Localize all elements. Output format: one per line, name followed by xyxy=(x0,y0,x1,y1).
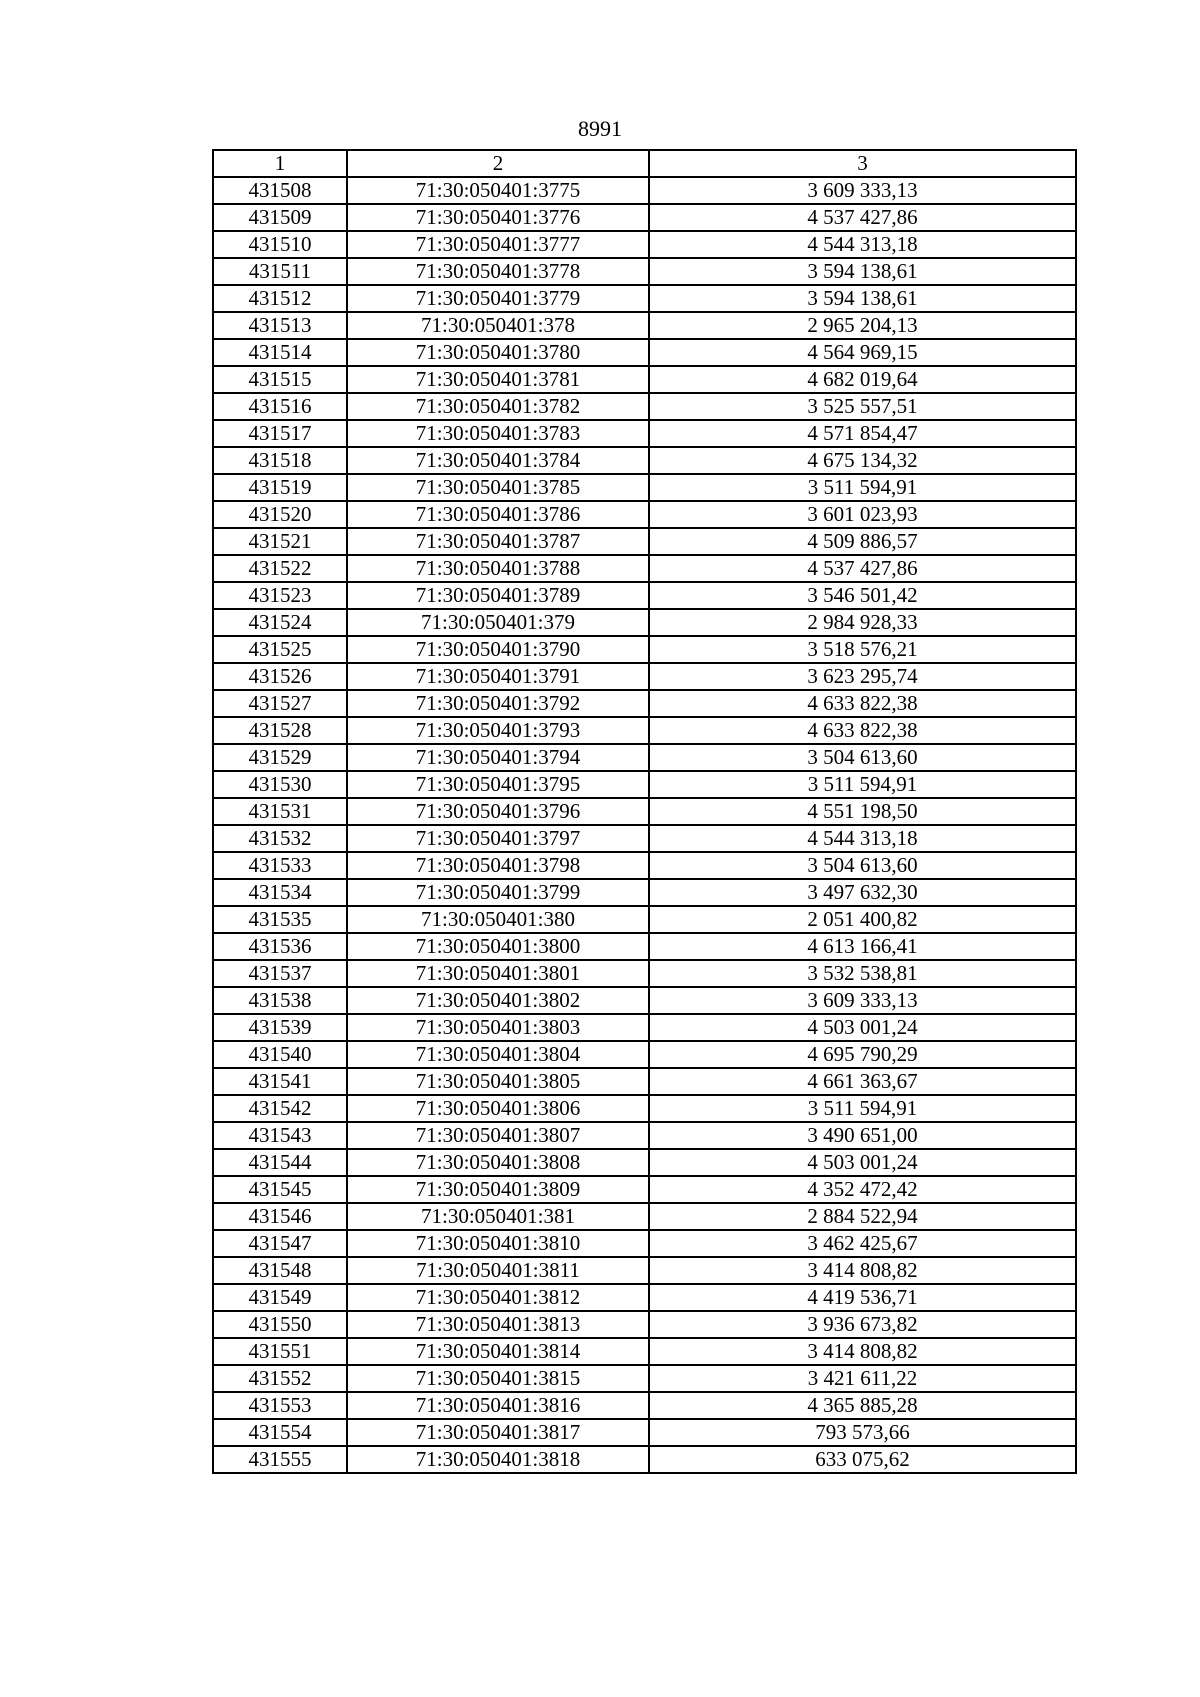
row-number-cell: 431519 xyxy=(213,474,347,501)
cadastral-number-cell: 71:30:050401:3790 xyxy=(347,636,649,663)
cadastral-value-cell: 4 537 427,86 xyxy=(649,204,1076,231)
table-row xyxy=(213,258,1076,285)
cadastral-number-cell: 71:30:050401:3792 xyxy=(347,690,649,717)
row-number-cell: 431508 xyxy=(213,177,347,204)
table-row xyxy=(213,825,1076,852)
header-cell-3: 3 xyxy=(649,150,1076,177)
cadastral-number-cell: 71:30:050401:3798 xyxy=(347,852,649,879)
row-number-cell: 431553 xyxy=(213,1392,347,1419)
cadastral-value-cell: 4 675 134,32 xyxy=(649,447,1076,474)
cadastral-value-cell: 3 504 613,60 xyxy=(649,744,1076,771)
table-row xyxy=(213,366,1076,393)
cadastral-number-cell: 71:30:050401:3783 xyxy=(347,420,649,447)
row-number-cell: 431537 xyxy=(213,960,347,987)
table-header xyxy=(213,150,1076,177)
row-number-cell: 431513 xyxy=(213,312,347,339)
cadastral-value-cell: 2 965 204,13 xyxy=(649,312,1076,339)
cadastral-number-cell: 71:30:050401:3810 xyxy=(347,1230,649,1257)
cadastral-number-cell: 71:30:050401:3805 xyxy=(347,1068,649,1095)
cadastral-number-cell: 71:30:050401:3802 xyxy=(347,987,649,1014)
header-cell-2: 2 xyxy=(347,150,649,177)
table-row xyxy=(213,177,1076,204)
cadastral-number-cell: 71:30:050401:3811 xyxy=(347,1257,649,1284)
table-row xyxy=(213,231,1076,258)
row-number-cell: 431518 xyxy=(213,447,347,474)
row-number-cell: 431532 xyxy=(213,825,347,852)
row-number-cell: 431555 xyxy=(213,1446,347,1473)
cadastral-number-cell: 71:30:050401:3788 xyxy=(347,555,649,582)
cadastral-number-cell: 71:30:050401:3777 xyxy=(347,231,649,258)
table-row xyxy=(213,393,1076,420)
table-row xyxy=(213,1122,1076,1149)
cadastral-number-cell: 71:30:050401:3784 xyxy=(347,447,649,474)
cadastral-value-cell: 3 421 611,22 xyxy=(649,1365,1076,1392)
row-number-cell: 431524 xyxy=(213,609,347,636)
cadastral-value-cell: 4 551 198,50 xyxy=(649,798,1076,825)
header-cell-1: 1 xyxy=(213,150,347,177)
row-number-cell: 431533 xyxy=(213,852,347,879)
cadastral-value-cell: 4 544 313,18 xyxy=(649,825,1076,852)
cadastral-number-cell: 71:30:050401:379 xyxy=(347,609,649,636)
row-number-cell: 431529 xyxy=(213,744,347,771)
table-row xyxy=(213,744,1076,771)
cadastral-number-cell: 71:30:050401:3818 xyxy=(347,1446,649,1473)
cadastral-number-cell: 71:30:050401:3800 xyxy=(347,933,649,960)
row-number-cell: 431522 xyxy=(213,555,347,582)
table-row xyxy=(213,690,1076,717)
cadastral-number-cell: 71:30:050401:378 xyxy=(347,312,649,339)
cadastral-value-cell: 4 564 969,15 xyxy=(649,339,1076,366)
row-number-cell: 431538 xyxy=(213,987,347,1014)
table-row xyxy=(213,1311,1076,1338)
cadastral-value-cell: 3 497 632,30 xyxy=(649,879,1076,906)
cadastral-number-cell: 71:30:050401:3803 xyxy=(347,1014,649,1041)
row-number-cell: 431543 xyxy=(213,1122,347,1149)
cadastral-number-cell: 71:30:050401:3815 xyxy=(347,1365,649,1392)
cadastral-number-cell: 71:30:050401:3814 xyxy=(347,1338,649,1365)
row-number-cell: 431540 xyxy=(213,1041,347,1068)
cadastral-number-cell: 71:30:050401:3795 xyxy=(347,771,649,798)
cadastral-number-cell: 71:30:050401:3796 xyxy=(347,798,649,825)
cadastral-value-cell: 793 573,66 xyxy=(649,1419,1076,1446)
cadastral-value-cell: 3 414 808,82 xyxy=(649,1257,1076,1284)
cadastral-number-cell: 71:30:050401:3794 xyxy=(347,744,649,771)
table-row xyxy=(213,663,1076,690)
row-number-cell: 431552 xyxy=(213,1365,347,1392)
cadastral-value-cell: 3 594 138,61 xyxy=(649,258,1076,285)
cadastral-value-cell: 3 462 425,67 xyxy=(649,1230,1076,1257)
cadastral-number-cell: 71:30:050401:3786 xyxy=(347,501,649,528)
cadastral-value-cell: 3 594 138,61 xyxy=(649,285,1076,312)
cadastral-value-cell: 4 571 854,47 xyxy=(649,420,1076,447)
cadastral-number-cell: 71:30:050401:3781 xyxy=(347,366,649,393)
cadastral-number-cell: 71:30:050401:380 xyxy=(347,906,649,933)
cadastral-value-cell: 3 609 333,13 xyxy=(649,987,1076,1014)
table-row xyxy=(213,609,1076,636)
table-row xyxy=(213,555,1076,582)
row-number-cell: 431541 xyxy=(213,1068,347,1095)
cadastral-number-cell: 71:30:050401:3793 xyxy=(347,717,649,744)
row-number-cell: 431550 xyxy=(213,1311,347,1338)
cadastral-value-cell: 4 503 001,24 xyxy=(649,1014,1076,1041)
cadastral-value-cell: 4 633 822,38 xyxy=(649,690,1076,717)
cadastral-number-cell: 71:30:050401:381 xyxy=(347,1203,649,1230)
page-number: 8991 xyxy=(578,116,622,141)
row-number-cell: 431539 xyxy=(213,1014,347,1041)
row-number-cell: 431526 xyxy=(213,663,347,690)
cadastral-value-cell: 2 051 400,82 xyxy=(649,906,1076,933)
cadastral-value-cell: 3 546 501,42 xyxy=(649,582,1076,609)
row-number-cell: 431530 xyxy=(213,771,347,798)
row-number-cell: 431528 xyxy=(213,717,347,744)
table-row xyxy=(213,501,1076,528)
row-number-cell: 431551 xyxy=(213,1338,347,1365)
cadastral-value-cell: 3 511 594,91 xyxy=(649,474,1076,501)
cadastral-value-cell: 4 633 822,38 xyxy=(649,717,1076,744)
table-row xyxy=(213,1149,1076,1176)
row-number-cell: 431546 xyxy=(213,1203,347,1230)
row-number-cell: 431534 xyxy=(213,879,347,906)
cadastral-number-cell: 71:30:050401:3816 xyxy=(347,1392,649,1419)
cadastral-value-cell: 4 544 313,18 xyxy=(649,231,1076,258)
table-row xyxy=(213,528,1076,555)
table-row xyxy=(213,1095,1076,1122)
cadastral-value-cell: 633 075,62 xyxy=(649,1446,1076,1473)
table-row xyxy=(213,474,1076,501)
cadastral-value-cell: 3 532 538,81 xyxy=(649,960,1076,987)
table-row xyxy=(213,420,1076,447)
table-row xyxy=(213,852,1076,879)
cadastral-value-cell: 3 623 295,74 xyxy=(649,663,1076,690)
row-number-cell: 431548 xyxy=(213,1257,347,1284)
cadastral-value-cell: 4 365 885,28 xyxy=(649,1392,1076,1419)
row-number-cell: 431549 xyxy=(213,1284,347,1311)
row-number-cell: 431521 xyxy=(213,528,347,555)
cadastral-number-cell: 71:30:050401:3801 xyxy=(347,960,649,987)
cadastral-number-cell: 71:30:050401:3807 xyxy=(347,1122,649,1149)
cadastral-number-cell: 71:30:050401:3789 xyxy=(347,582,649,609)
row-number-cell: 431517 xyxy=(213,420,347,447)
row-number-cell: 431511 xyxy=(213,258,347,285)
cadastral-value-cell: 3 414 808,82 xyxy=(649,1338,1076,1365)
table-row xyxy=(213,906,1076,933)
table-row xyxy=(213,1014,1076,1041)
cadastral-number-cell: 71:30:050401:3779 xyxy=(347,285,649,312)
cadastral-number-cell: 71:30:050401:3775 xyxy=(347,177,649,204)
row-number-cell: 431542 xyxy=(213,1095,347,1122)
table-row xyxy=(213,879,1076,906)
table-row xyxy=(213,798,1076,825)
cadastral-value-cell: 4 613 166,41 xyxy=(649,933,1076,960)
cadastral-value-cell: 3 511 594,91 xyxy=(649,771,1076,798)
table-row xyxy=(213,339,1076,366)
cadastral-value-cell: 4 503 001,24 xyxy=(649,1149,1076,1176)
row-number-cell: 431536 xyxy=(213,933,347,960)
row-number-cell: 431515 xyxy=(213,366,347,393)
table-row xyxy=(213,1068,1076,1095)
table-row xyxy=(213,1419,1076,1446)
cadastral-value-cell: 3 511 594,91 xyxy=(649,1095,1076,1122)
row-number-cell: 431545 xyxy=(213,1176,347,1203)
row-number-cell: 431535 xyxy=(213,906,347,933)
cadastral-number-cell: 71:30:050401:3787 xyxy=(347,528,649,555)
cadastral-number-cell: 71:30:050401:3809 xyxy=(347,1176,649,1203)
cadastral-value-cell: 4 509 886,57 xyxy=(649,528,1076,555)
row-number-cell: 431520 xyxy=(213,501,347,528)
table-row xyxy=(213,1230,1076,1257)
cadastral-value-cell: 4 695 790,29 xyxy=(649,1041,1076,1068)
cadastral-value-cell: 3 490 651,00 xyxy=(649,1122,1076,1149)
row-number-cell: 431525 xyxy=(213,636,347,663)
cadastral-number-cell: 71:30:050401:3808 xyxy=(347,1149,649,1176)
cadastral-value-cell: 3 936 673,82 xyxy=(649,1311,1076,1338)
table-row xyxy=(213,285,1076,312)
cadastral-number-cell: 71:30:050401:3776 xyxy=(347,204,649,231)
cadastral-value-cell: 4 537 427,86 xyxy=(649,555,1076,582)
cadastral-value-cell: 4 682 019,64 xyxy=(649,366,1076,393)
table-row xyxy=(213,1041,1076,1068)
cadastral-value-cell: 3 518 576,21 xyxy=(649,636,1076,663)
row-number-cell: 431531 xyxy=(213,798,347,825)
cadastral-value-cell: 2 984 928,33 xyxy=(649,609,1076,636)
cadastral-number-cell: 71:30:050401:3813 xyxy=(347,1311,649,1338)
row-number-cell: 431527 xyxy=(213,690,347,717)
cadastral-value-cell: 4 661 363,67 xyxy=(649,1068,1076,1095)
table-row xyxy=(213,1176,1076,1203)
table-row xyxy=(213,636,1076,663)
cadastral-number-cell: 71:30:050401:3804 xyxy=(347,1041,649,1068)
table-row xyxy=(213,771,1076,798)
cadastral-value-cell: 3 525 557,51 xyxy=(649,393,1076,420)
row-number-cell: 431509 xyxy=(213,204,347,231)
table-row xyxy=(213,1284,1076,1311)
table-row xyxy=(213,1257,1076,1284)
row-number-cell: 431512 xyxy=(213,285,347,312)
table-row xyxy=(213,1203,1076,1230)
table-row xyxy=(213,960,1076,987)
row-number-cell: 431523 xyxy=(213,582,347,609)
cadastral-value-table xyxy=(212,149,1077,1474)
cadastral-number-cell: 71:30:050401:3797 xyxy=(347,825,649,852)
table-row xyxy=(213,204,1076,231)
cadastral-number-cell: 71:30:050401:3780 xyxy=(347,339,649,366)
table-row xyxy=(213,1446,1076,1473)
table-row xyxy=(213,933,1076,960)
table-row xyxy=(213,987,1076,1014)
cadastral-number-cell: 71:30:050401:3782 xyxy=(347,393,649,420)
table-row xyxy=(213,582,1076,609)
cadastral-number-cell: 71:30:050401:3817 xyxy=(347,1419,649,1446)
table-row xyxy=(213,1392,1076,1419)
table-body xyxy=(213,177,1076,1473)
cadastral-number-cell: 71:30:050401:3778 xyxy=(347,258,649,285)
row-number-cell: 431554 xyxy=(213,1419,347,1446)
row-number-cell: 431514 xyxy=(213,339,347,366)
row-number-cell: 431544 xyxy=(213,1149,347,1176)
cadastral-value-cell: 4 419 536,71 xyxy=(649,1284,1076,1311)
cadastral-value-cell: 3 504 613,60 xyxy=(649,852,1076,879)
table-row xyxy=(213,717,1076,744)
cadastral-value-cell: 3 601 023,93 xyxy=(649,501,1076,528)
cadastral-number-cell: 71:30:050401:3791 xyxy=(347,663,649,690)
cadastral-value-cell: 4 352 472,42 xyxy=(649,1176,1076,1203)
table-row xyxy=(213,1338,1076,1365)
cadastral-value-cell: 3 609 333,13 xyxy=(649,177,1076,204)
cadastral-number-cell: 71:30:050401:3806 xyxy=(347,1095,649,1122)
header-row xyxy=(213,150,1076,177)
cadastral-number-cell: 71:30:050401:3812 xyxy=(347,1284,649,1311)
cadastral-number-cell: 71:30:050401:3799 xyxy=(347,879,649,906)
row-number-cell: 431510 xyxy=(213,231,347,258)
row-number-cell: 431516 xyxy=(213,393,347,420)
table-row xyxy=(213,1365,1076,1392)
table-row xyxy=(213,447,1076,474)
cadastral-value-cell: 2 884 522,94 xyxy=(649,1203,1076,1230)
row-number-cell: 431547 xyxy=(213,1230,347,1257)
cadastral-number-cell: 71:30:050401:3785 xyxy=(347,474,649,501)
table-row xyxy=(213,312,1076,339)
